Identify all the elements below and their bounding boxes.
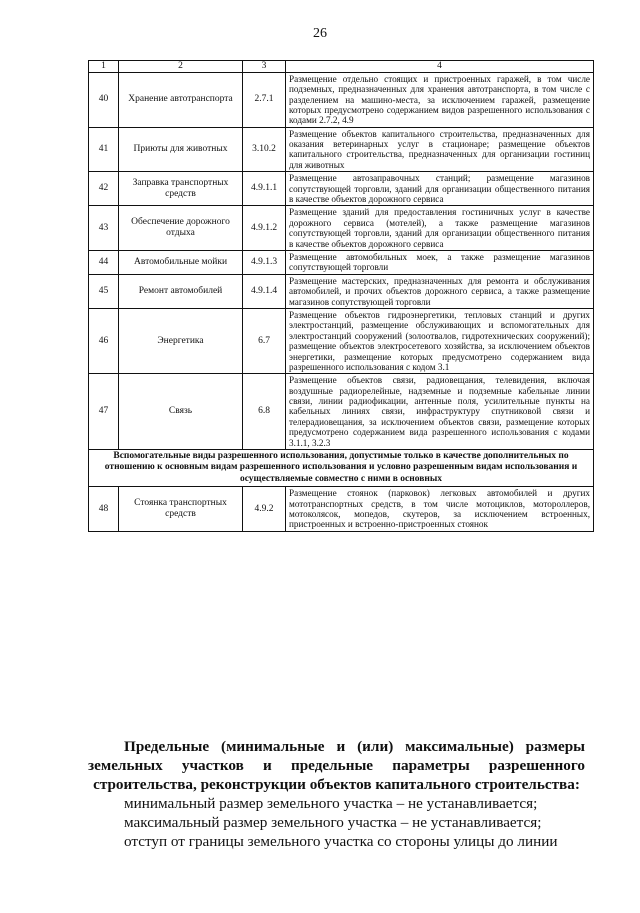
header-col-2: 2 — [119, 61, 243, 73]
row-number: 42 — [89, 172, 119, 206]
header-col-4: 4 — [286, 61, 594, 73]
table-row — [89, 374, 594, 450]
use-type-name: Стоянка транспортных средств — [119, 487, 243, 532]
use-type-code: 4.9.1.1 — [243, 172, 286, 206]
header-col-1: 1 — [89, 61, 119, 73]
land-use-table — [88, 60, 594, 532]
use-type-name: Ремонт автомобилей — [119, 274, 243, 308]
use-type-description: Размещение мастерских, предназначенных для ремонта и обслуживания автомобилей, и прочих объектов дорожного сервиса, а также размещение магазинов сопутствующей торговли — [286, 274, 594, 308]
parameter-line: отступ от границы земельного участка со стороны улицы до линии — [124, 833, 558, 850]
use-type-code: 2.7.1 — [243, 72, 286, 127]
use-type-code: 3.10.2 — [243, 127, 286, 172]
row-number: 46 — [89, 308, 119, 373]
row-number: 43 — [89, 206, 119, 251]
use-type-name: Обеспечение дорожного отдыха — [119, 206, 243, 251]
row-number: 45 — [89, 274, 119, 308]
page-number: 26 — [313, 26, 327, 41]
table-row — [89, 72, 594, 127]
row-number: 48 — [89, 487, 119, 532]
row-number: 41 — [89, 127, 119, 172]
use-type-code: 4.9.1.3 — [243, 250, 286, 274]
table-row — [89, 172, 594, 206]
use-type-name: Энергетика — [119, 308, 243, 373]
row-number: 44 — [89, 250, 119, 274]
use-type-name: Приюты для животных — [119, 127, 243, 172]
use-type-description: Размещение автомобильных моек, а также размещение магазинов сопутствующей торговли — [286, 250, 594, 274]
table-row — [89, 250, 594, 274]
use-type-description: Размещение отдельно стоящих и пристроенных гаражей, в том числе подземных, предназначенных для хранения автотранспорта, в том числе с разделением на машино-места, за исключением гаражей, размещение которых предусмотрено содержанием видов разрешенного использования с кодами 2.7.2, 4.9 — [286, 72, 594, 127]
use-type-name: Хранение автотранспорта — [119, 72, 243, 127]
table-row — [89, 206, 594, 251]
use-type-description: Размещение объектов гидроэнергетики, тепловых станций и других электростанций, размещение обслуживающих и вспомогательных для электростанций сооружений (золоотвалов, гидротехнических сооружений); размещение объектов электросетевого хозяйства, за исключением объектов энергетики, размещение которых предусмотрено содержанием вида разрешенного использования с кодом 3.1 — [286, 308, 594, 373]
use-type-code: 6.8 — [243, 374, 286, 450]
parameter-line: минимальный размер земельного участка – не устанавливается; — [124, 795, 538, 812]
table-row — [89, 274, 594, 308]
table-header-row — [89, 61, 594, 73]
row-number: 40 — [89, 72, 119, 127]
use-type-name: Заправка транспортных средств — [119, 172, 243, 206]
aux-section-row — [89, 450, 594, 487]
use-type-name: Автомобильные мойки — [119, 250, 243, 274]
header-col-3: 3 — [243, 61, 286, 73]
use-type-description: Размещение объектов капитального строительства, предназначенных для оказания ветеринарных услуг в стационаре; размещение объектов капитального строительства, предназначенных для организации гостиниц для животных — [286, 127, 594, 172]
table-row — [89, 127, 594, 172]
parameters-section — [88, 737, 585, 851]
aux-section-heading: Вспомогательные виды разрешенного использования, допустимые только в качестве дополнительных по отношению к основным видам разрешенного использования и условно разрешенным видам использования и осуществляемые совместно с ними в основных — [89, 450, 594, 487]
use-type-code: 4.9.1.2 — [243, 206, 286, 251]
row-number: 47 — [89, 374, 119, 450]
use-type-description: Размещение автозаправочных станций; размещение магазинов сопутствующей торговли, зданий для организации общественного питания в качестве объектов дорожного сервиса — [286, 172, 594, 206]
use-type-description: Размещение стоянок (парковок) легковых автомобилей и других мототранспортных средств, в том числе мотоциклов, мотороллеров, мотоколясок, мопедов, скутеров, за исключением встроенных, пристроенных и встроенно-пристроенных стоянок — [286, 487, 594, 532]
parameters-heading: Предельные (минимальные и (или) максимальные) размеры земельных участков и предельные параметры разрешенного строительства, реконструкции объектов капитального строительства: — [88, 738, 585, 793]
use-type-name: Связь — [119, 374, 243, 450]
use-type-code: 4.9.1.4 — [243, 274, 286, 308]
table-row — [89, 308, 594, 373]
parameter-line: максимальный размер земельного участка – не устанавливается; — [124, 814, 542, 831]
use-type-description: Размещение зданий для предоставления гостиничных услуг в качестве дорожного сервиса (мотелей), а также размещение магазинов сопутствующей торговли, зданий для организации общественного питания в качестве объектов дорожного сервиса — [286, 206, 594, 251]
use-type-description: Размещение объектов связи, радиовещания, телевидения, включая воздушные радиорелейные, надземные и подземные кабельные линии связи, линии радиофикации, антенные поля, усилительные пункты на кабельных линиях связи, инфраструктуру спутниковой связи и телерадиовещания, за исключением объектов связи, размещение которых предусмотрено содержанием вида разрешенного использования с кодами 3.1.1, 3.2.3 — [286, 374, 594, 450]
use-type-code: 4.9.2 — [243, 487, 286, 532]
use-type-code: 6.7 — [243, 308, 286, 373]
table-row — [89, 487, 594, 532]
